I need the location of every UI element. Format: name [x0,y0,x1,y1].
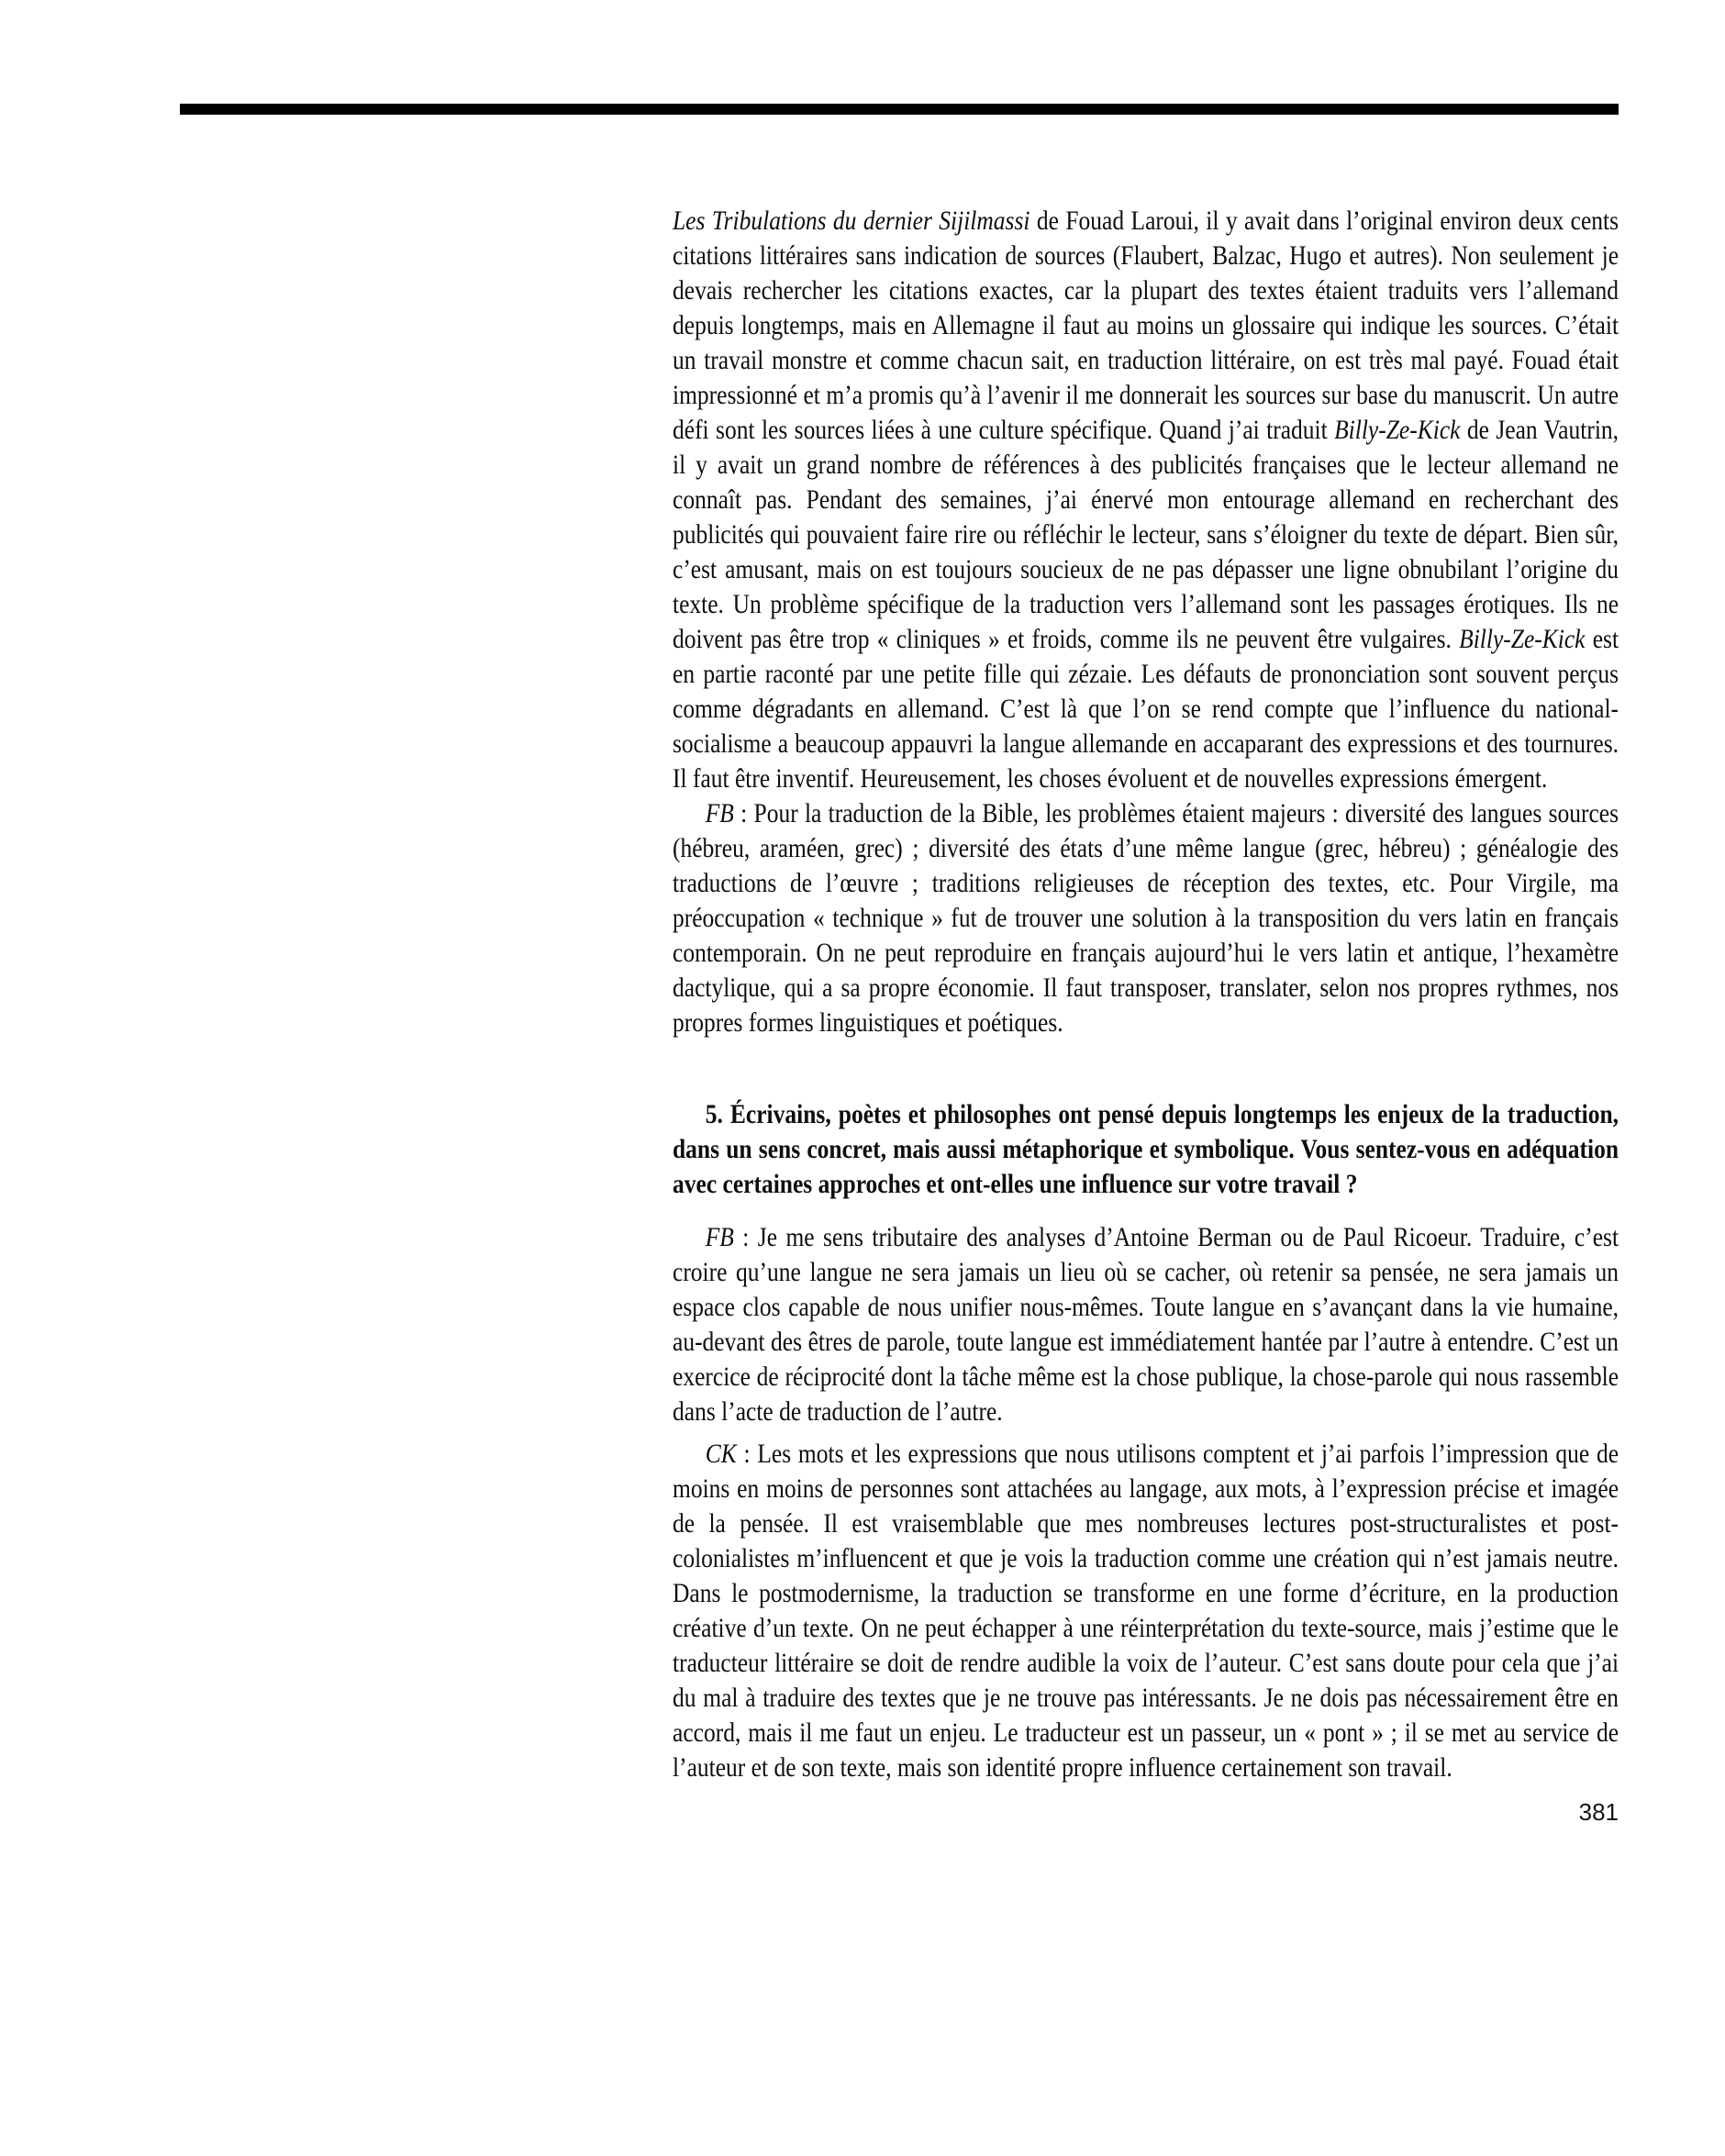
header-rule [180,104,1619,115]
ck-answer-paragraph: CK : Les mots et les expressions que nous utilisons comptent et j’ai parfois l’impression que de moins en moins de personnes sont attachées au langage, aux mots, à l’expression précise et imagée de la pensée. Il est vraisemblable que mes nombreuses lectures post-structuralistes et post-colonialistes m’influencent et que je vois la traduction comme une création qui n’est jamais neutre. Dans le postmodernisme, la traduction se transforme en une forme d’écriture, en la production créative d’un texte. On ne peut échapper à une réinterprétation du texte-source, mais j’estime que le traducteur littéraire se doit de rendre audible la voix de l’auteur. C’est sans doute pour cela que j’ai du mal à traduire des textes que je ne trouve pas intéressants. Je ne dois pas nécessairement être en accord, mais il me faut un enjeu. Le traducteur est un passeur, un « pont » ; il se met au service de l’auteur et de son texte, mais son identité propre influence certainement son travail. [673,1439,1619,1783]
fb-answer-bible-paragraph: FB : Pour la traduction de la Bible, les problèmes étaient majeurs : diversité des langues sources (hébreu, araméen, grec) ; diversité des états d’une même langue (grec, hébreu) ; généalogie des traductions de l’œuvre ; traditions religieuses de réception des textes, etc. Pour Virgile, ma préoccupation « technique » fut de trouver une solution à la transposition du vers latin en français contemporain. On ne peut reproduire en français aujourd’hui le vers latin et antique, l’hexamètre dactylique, qui a sa propre économie. Il faut transposer, translater, selon nos propres rythmes, nos propres formes linguistiques et poétiques. [673,798,1619,1038]
page-number: 381 [1578,1798,1619,1826]
text-column [673,204,1619,1827]
body-text [673,204,1619,1785]
question-5-heading: 5. Écrivains, poètes et philosophes ont pensé depuis longtemps les enjeux de la traduction, dans un sens concret, mais aussi métaphorique et symbolique. Vous sentez-vous en adéquation avec certaines approches et ont-elles une influence sur votre travail ? [673,1099,1619,1199]
fb-answer-berman-paragraph: FB : Je me sens tributaire des analyses d’Antoine Berman ou de Paul Ricoeur. Traduire, c’est croire qu’une langue ne sera jamais un lieu où se cacher, où retenir sa pensée, ne sera jamais un espace clos capable de nous unifier nous-mêmes. Toute langue en s’avançant dans la vie humaine, au-devant des êtres de parole, toute langue est immédiatement hantée par l’autre à entendre. C’est un exercice de réciprocité dont la tâche même est la chose publique, la chose-parole qui nous rassemble dans l’acte de traduction de l’autre. [673,1222,1619,1427]
continuation-paragraph: Les Tribulations du dernier Sijilmassi de Fouad Laroui, il y avait dans l’original environ deux cents citations littéraires sans indication de sources (Flaubert, Balzac, Hugo et autres). Non seulement je devais rechercher les citations exactes, car la plupart des textes étaient traduits vers l’allemand depuis longtemps, mais en Allemagne il faut au moins un glossaire qui indique les sources. C’était un travail monstre et comme chacun sait, en traduction littéraire, on est très mal payé. Fouad était impressionné et m’a promis qu’à l’avenir il me donnerait les sources sur base du manuscrit. Un autre défi sont les sources liées à une culture spécifique. Quand j’ai traduit Billy-Ze-Kick de Jean Vautrin, il y avait un grand nombre de références à des publicités françaises que le lecteur allemand ne connaît pas. Pendant des semaines, j’ai énervé mon entourage allemand en recherchant des publicités qui pouvaient faire rire ou réfléchir le lecteur, sans s’éloigner du texte de départ. Bien sûr, c’est amusant, mais on est toujours soucieux de ne pas dépasser une ligne obnubilant l’origine du texte. Un problème spécifique de la traduction vers l’allemand sont les passages érotiques. Ils ne doivent pas être trop « cliniques » et froids, comme ils ne peuvent être vulgaires. Billy-Ze-Kick est en partie raconté par une petite fille qui zézaie. Les défauts de prononciation sont souvent perçus comme dégradants en allemand. C’est là que l’on se rend compte que l’influence du national-socialisme a beaucoup appauvri la langue allemande en accaparant des expressions et des tournures. Il faut être inventif. Heureusement, les choses évoluent et de nouvelles expressions émergent. [673,206,1619,794]
